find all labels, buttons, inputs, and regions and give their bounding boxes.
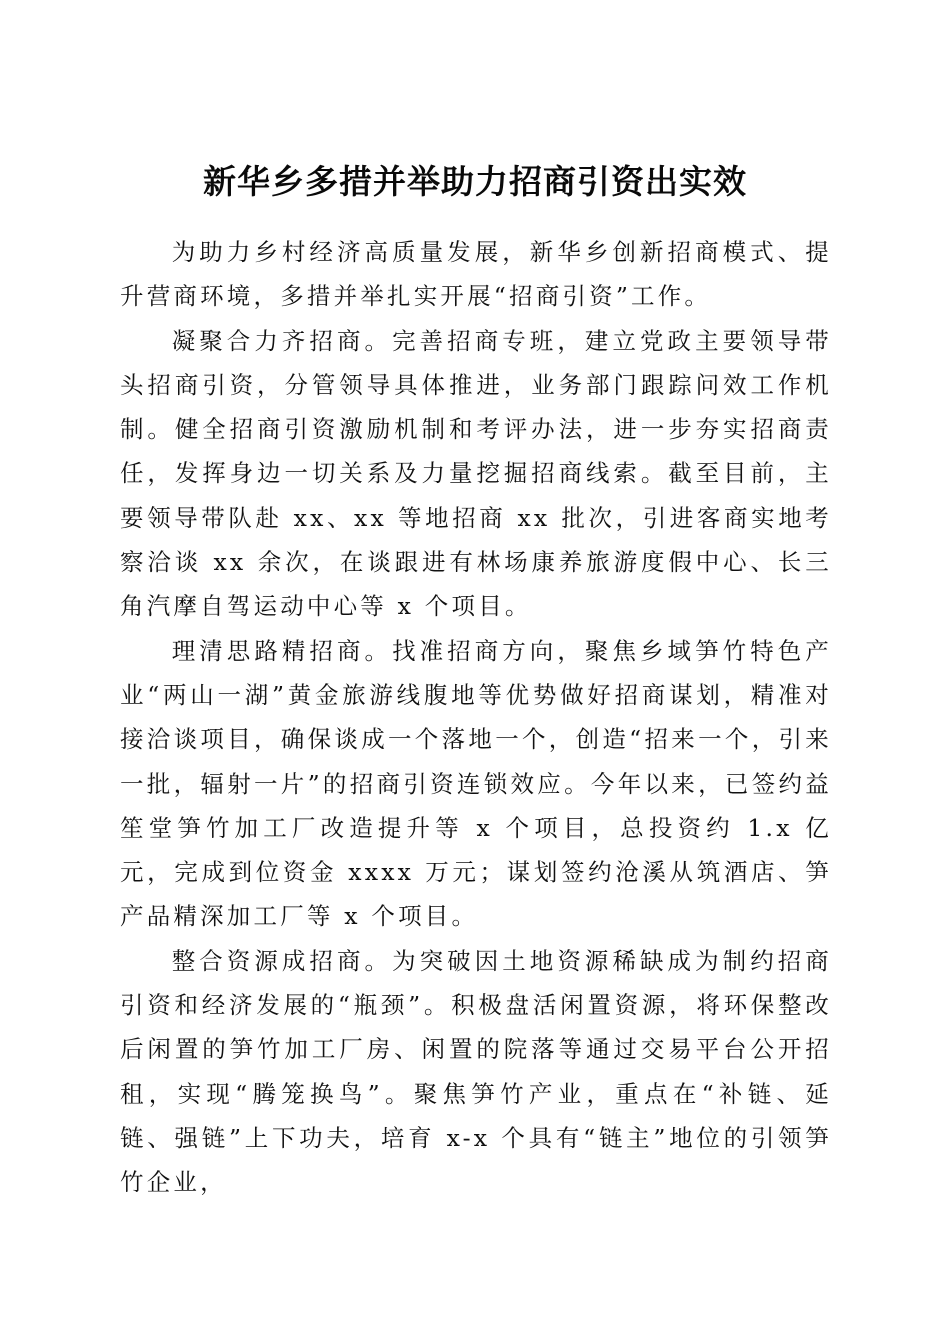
- paragraph-integrate-resources: 整合资源成招商。为突破因土地资源稀缺成为制约招商引资和经济发展的“瓶颈”。积极盘活闲置资源，将环保整改后闲置的笋竹加工厂房、闲置的院落等通过交易平台公开招租，实现“腾笼换鸟”。聚焦笋竹产业，重点在“补链、延链、强链”上下功夫，培育 x-x 个具有“链主”地位的引领笋竹企业，: [120, 946, 832, 1197]
- paragraph-joint-effort: 凝聚合力齐招商。完善招商专班，建立党政主要领导带头招商引资，分管领导具体推进，业务部门跟踪问效工作机制。健全招商引资激励机制和考评办法，进一步夯实招商责任，发挥身边一切关系及力量挖掘招商线索。截至目前，主要领导带队赴 xx、xx 等地招商 xx 批次，引进客商实地考察洽谈 xx 余次，在谈跟进有林场康养旅游度假中心、长三角汽摩自驾运动中心等 x 个项目。: [120, 326, 832, 621]
- paragraph-intro: 为助力乡村经济高质量发展，新华乡创新招商模式、提升营商环境，多措并举扎实开展“招商引资”工作。: [120, 238, 832, 311]
- document-title: 新华乡多措并举助力招商引资出实效: [203, 162, 747, 202]
- paragraph-clear-strategy: 理清思路精招商。找准招商方向，聚焦乡域笋竹特色产业“两山一湖”黄金旅游线腹地等优势做好招商谋划，精准对接洽谈项目，确保谈成一个落地一个，创造“招来一个，引来一批，辐射一片”的招商引资连锁效应。今年以来，已签约益笙堂笋竹加工厂改造提升等 x 个项目，总投资约 1.x 亿元，完成到位资金 xxxx 万元；谋划签约沧溪从筑酒店、笋产品精深加工厂等 x 个项目。: [120, 636, 832, 931]
- document-body: [120, 230, 832, 1205]
